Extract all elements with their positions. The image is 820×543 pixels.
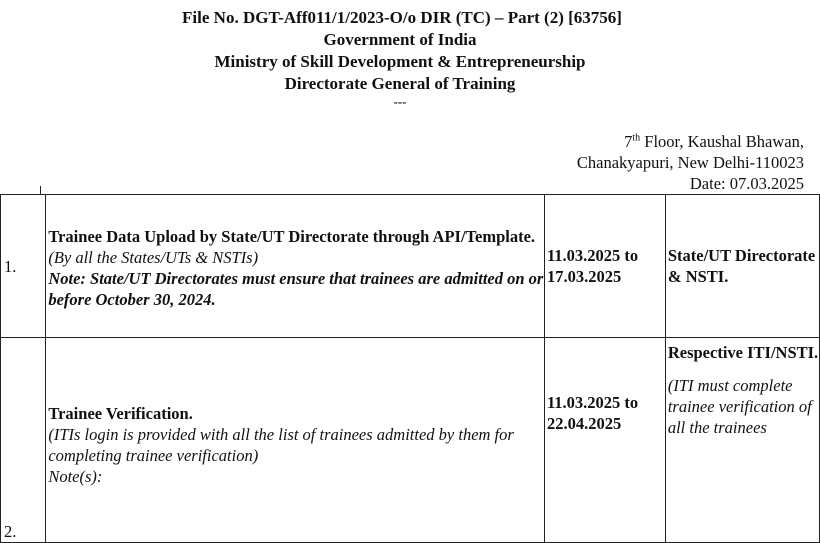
date-from: 11.03.2025 to <box>546 393 639 412</box>
row-serial: 1. <box>1 195 46 338</box>
date-to: 17.03.2025 <box>546 267 622 286</box>
activity-title: Trainee Data Upload by State/UT Directorate through API/Template. <box>48 227 536 246</box>
responsible-party: Respective ITI/NSTI. <box>667 343 819 362</box>
building-name: Floor, Kaushal Bhawan, <box>640 132 804 151</box>
government-name: Government of India <box>323 30 477 49</box>
activity-subtitle: (ITIs login is provided with all the list of trainees admitted by them for completing trainee verification) <box>48 424 514 465</box>
document-date: Date: 07.03.2025 <box>689 174 804 193</box>
table-top-stub <box>40 186 41 194</box>
address-line-2: Chanakyapuri, New Delhi-110023 <box>576 153 804 172</box>
responsible-note: (ITI must complete trainee verification of all the trainees <box>667 376 812 437</box>
row-responsible: State/UT Directorate & NSTI. <box>665 195 819 338</box>
activity-note: Note: State/UT Directorates must ensure that trainees are admitted on or before October 30, 2024. <box>48 269 544 309</box>
directorate-name: Directorate General of Training <box>284 74 516 93</box>
floor-ordinal: th <box>632 132 641 144</box>
file-number: File No. DGT-Aff011/1/2023-O/o DIR (TC) – Part (2) [63756] <box>182 8 622 27</box>
address-block <box>577 131 804 194</box>
activity-title: Trainee Verification. <box>48 403 193 423</box>
row-description <box>46 195 545 338</box>
header-separator: --- <box>393 94 407 109</box>
row-responsible <box>665 338 819 543</box>
row-description <box>46 338 545 543</box>
activity-note-label: Note(s): <box>48 466 103 486</box>
table-row <box>1 338 820 543</box>
ministry-name: Ministry of Skill Development & Entrepreneurship <box>214 52 586 71</box>
address-line-1 <box>577 131 804 152</box>
row-dates <box>544 338 665 543</box>
document-header <box>0 7 800 109</box>
row-serial: 2. <box>1 338 46 543</box>
row-dates <box>544 195 665 338</box>
table-row <box>1 195 820 338</box>
date-to: 22.04.2025 <box>546 414 622 433</box>
date-from: 11.03.2025 to <box>546 246 639 265</box>
floor-number: 7 <box>624 132 633 151</box>
schedule-table <box>0 194 820 543</box>
activity-subtitle: (By all the States/UTs & NSTIs) <box>48 248 259 267</box>
